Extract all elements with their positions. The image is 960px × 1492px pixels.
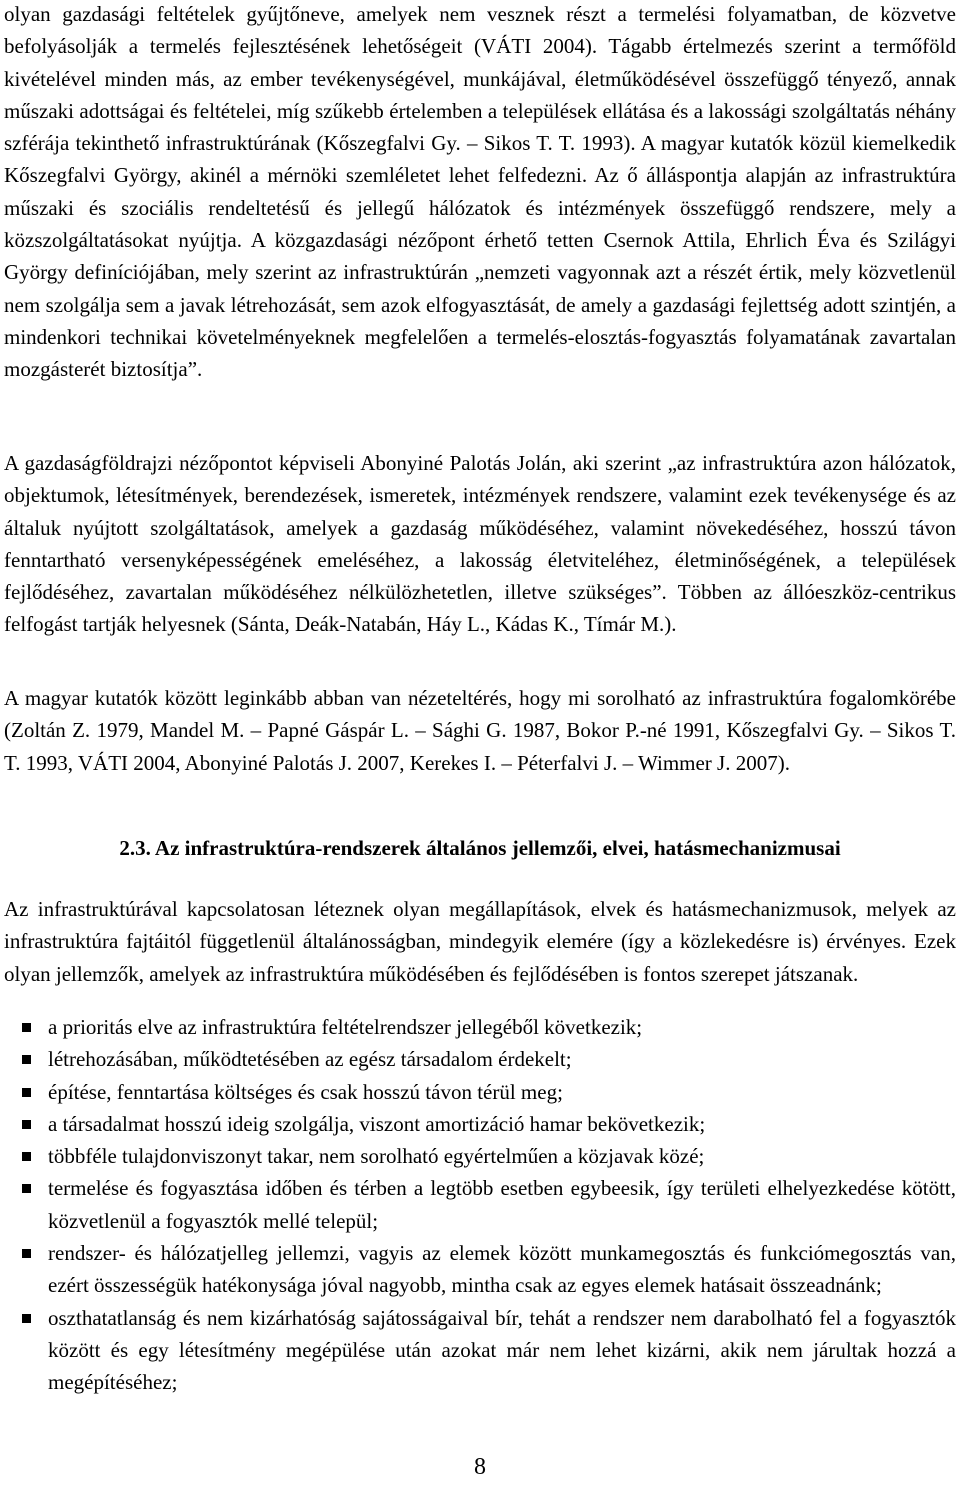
- square-bullet-icon: [22, 1314, 31, 1323]
- list-item: építése, fenntartása költséges és csak hosszú távon térül meg;: [0, 1076, 960, 1108]
- body-paragraph-researchers: A magyar kutatók között leginkább abban van nézeteltérés, hogy mi sorolható az infrastruktúra fogalomkörébe (Zoltán Z. 1979, Mandel M. – Papné Gáspár L. – Sághi G. 1987, Bokor P.-né 1991, Kőszegfalvi Gy. – Sikos T. T. 1993, VÁTI 2004, Abonyiné Palotás J. 2007, Kerekes I. – Péterfalvi J. – Wimmer J. 2007).: [4, 686, 956, 775]
- square-bullet-icon: [22, 1055, 31, 1064]
- list-item: oszthatatlanság és nem kizárhatóság sajátosságaival bír, tehát a rendszer nem darabolható fel a fogyasztók között és egy létesítmény megépülése után azokat már nem lehet kizárni, akik nem járultak hozzá a megépítéséhez;: [0, 1302, 960, 1399]
- list-item: a prioritás elve az infrastruktúra feltételrendszer jellegéből következik;: [0, 1011, 960, 1043]
- paragraph-text: olyan gazdasági feltételek gyűjtőneve, amelyek nem vesznek részt a termelési folyamatban, de közvetve befolyásolják a termelés fejlesztésének lehetőségeit (VÁTI 2004). Tágabb értelmezés szerint a termőföld kivételével minden más, az ember tevékenységével, munkájával, életműködésével összefüggő tényező, annak műszaki adottságai és feltételei, míg szűkebb értelemben a települések ellátása és a lakossági szolgáltatás néhány szférája tekinthető infrastruktúrának (Kőszegfalvi Gy. – Sikos T. T. 1993).: [4, 2, 956, 156]
- square-bullet-icon: [22, 1120, 31, 1129]
- list-item: többféle tulajdonviszonyt takar, nem sorolható egyértelműen a közjavak közé;: [0, 1140, 960, 1172]
- paragraph-text-continuation: A magyar kutatók közül kiemelkedik Kőszegfalvi György, akinél a mérnöki szemléletet lehet felfedezni. Az ő álláspontja alapján az infrastruktúra műszaki és szociális rendeltetésű és jellegű hálózatok és intézmények összefüggő rendszere, mely a közszolgáltatásokat nyújtja. A közgazdasági nézőpont érhető tetten Csernok Attila, Ehrlich Éva és Szilágyi György definíciójában, mely szerint az infrastruktúrán „nemzeti vagyonnak azt a részét értik, mely közvetlenül nem szolgálja sem a javak létrehozását, sem azok elfogyasztását, de amely a gazdasági fejlettség adott szintjén, a mindenkori technikai követelményeknek megfelelően a termelés-elosztás-fogyasztás folyamatának zavartalan mozgásterét biztosítja”.: [4, 131, 957, 382]
- body-paragraph-intro: [4, 0, 956, 386]
- list-item: termelése és fogyasztása időben és térben a legtöbb esetben egybeesik, így területi elhelyezkedése kötött, közvetlenül a fogyasztók mellé települ;: [0, 1172, 960, 1237]
- list-item: létrehozásában, működtetésében az egész társadalom érdekelt;: [0, 1043, 960, 1075]
- square-bullet-icon: [22, 1088, 31, 1097]
- list-item: rendszer- és hálózatjelleg jellemzi, vagyis az elemek között munkamegosztás és funkciómegosztás van, ezért összességük hatékonysága jóval nagyobb, mintha csak az egyes elemek hatásait összeadnánk;: [0, 1237, 960, 1302]
- square-bullet-icon: [22, 1152, 31, 1161]
- page-number: 8: [474, 1454, 486, 1480]
- body-paragraph-geography: A gazdaságföldrajzi nézőpontot képviseli Abonyiné Palotás Jolán, aki szerint „az infrastruktúra azon hálózatok, objektumok, létesítmények, berendezések, ismeretek, intézmények rendszere, valamint ezek tevékenysége és az általuk nyújtott szolgáltatások, amelyek a gazdaság működéséhez, valamint növekedéséhez, hosszú távon fenntartható versenyképességének emeléséhez, a lakosság életviteléhez, életminőségének, a települések fejlődéséhez, zavartalan működéséhez nélkülözhetetlen, illetve szükséges”. Többen az állóeszköz-centrikus felfogást tartják helyesnek (Sánta, Deák-Natabán, Háy L., Kádas K., Tímár M.).: [4, 451, 956, 637]
- principles-list: [0, 1011, 960, 1399]
- square-bullet-icon: [22, 1184, 31, 1193]
- list-item: a társadalmat hosszú ideig szolgálja, viszont amortizáció hamar bekövetkezik;: [0, 1108, 960, 1140]
- square-bullet-icon: [22, 1023, 31, 1032]
- square-bullet-icon: [22, 1249, 31, 1258]
- body-paragraph-principles: Az infrastruktúrával kapcsolatosan léteznek olyan megállapítások, elvek és hatásmechanizmusok, melyek az infrastruktúra fajtáitól függetlenül általánosságban, mindegyik elemére (így a közlekedésre is) érvényes. Ezek olyan jellemzők, amelyek az infrastruktúra működésében és fejlődésében is fontos szerepet játszanak.: [4, 897, 956, 986]
- section-heading: 2.3. Az infrastruktúra-rendszerek általános jellemzői, elvei, hatásmechanizmusai: [119, 836, 841, 860]
